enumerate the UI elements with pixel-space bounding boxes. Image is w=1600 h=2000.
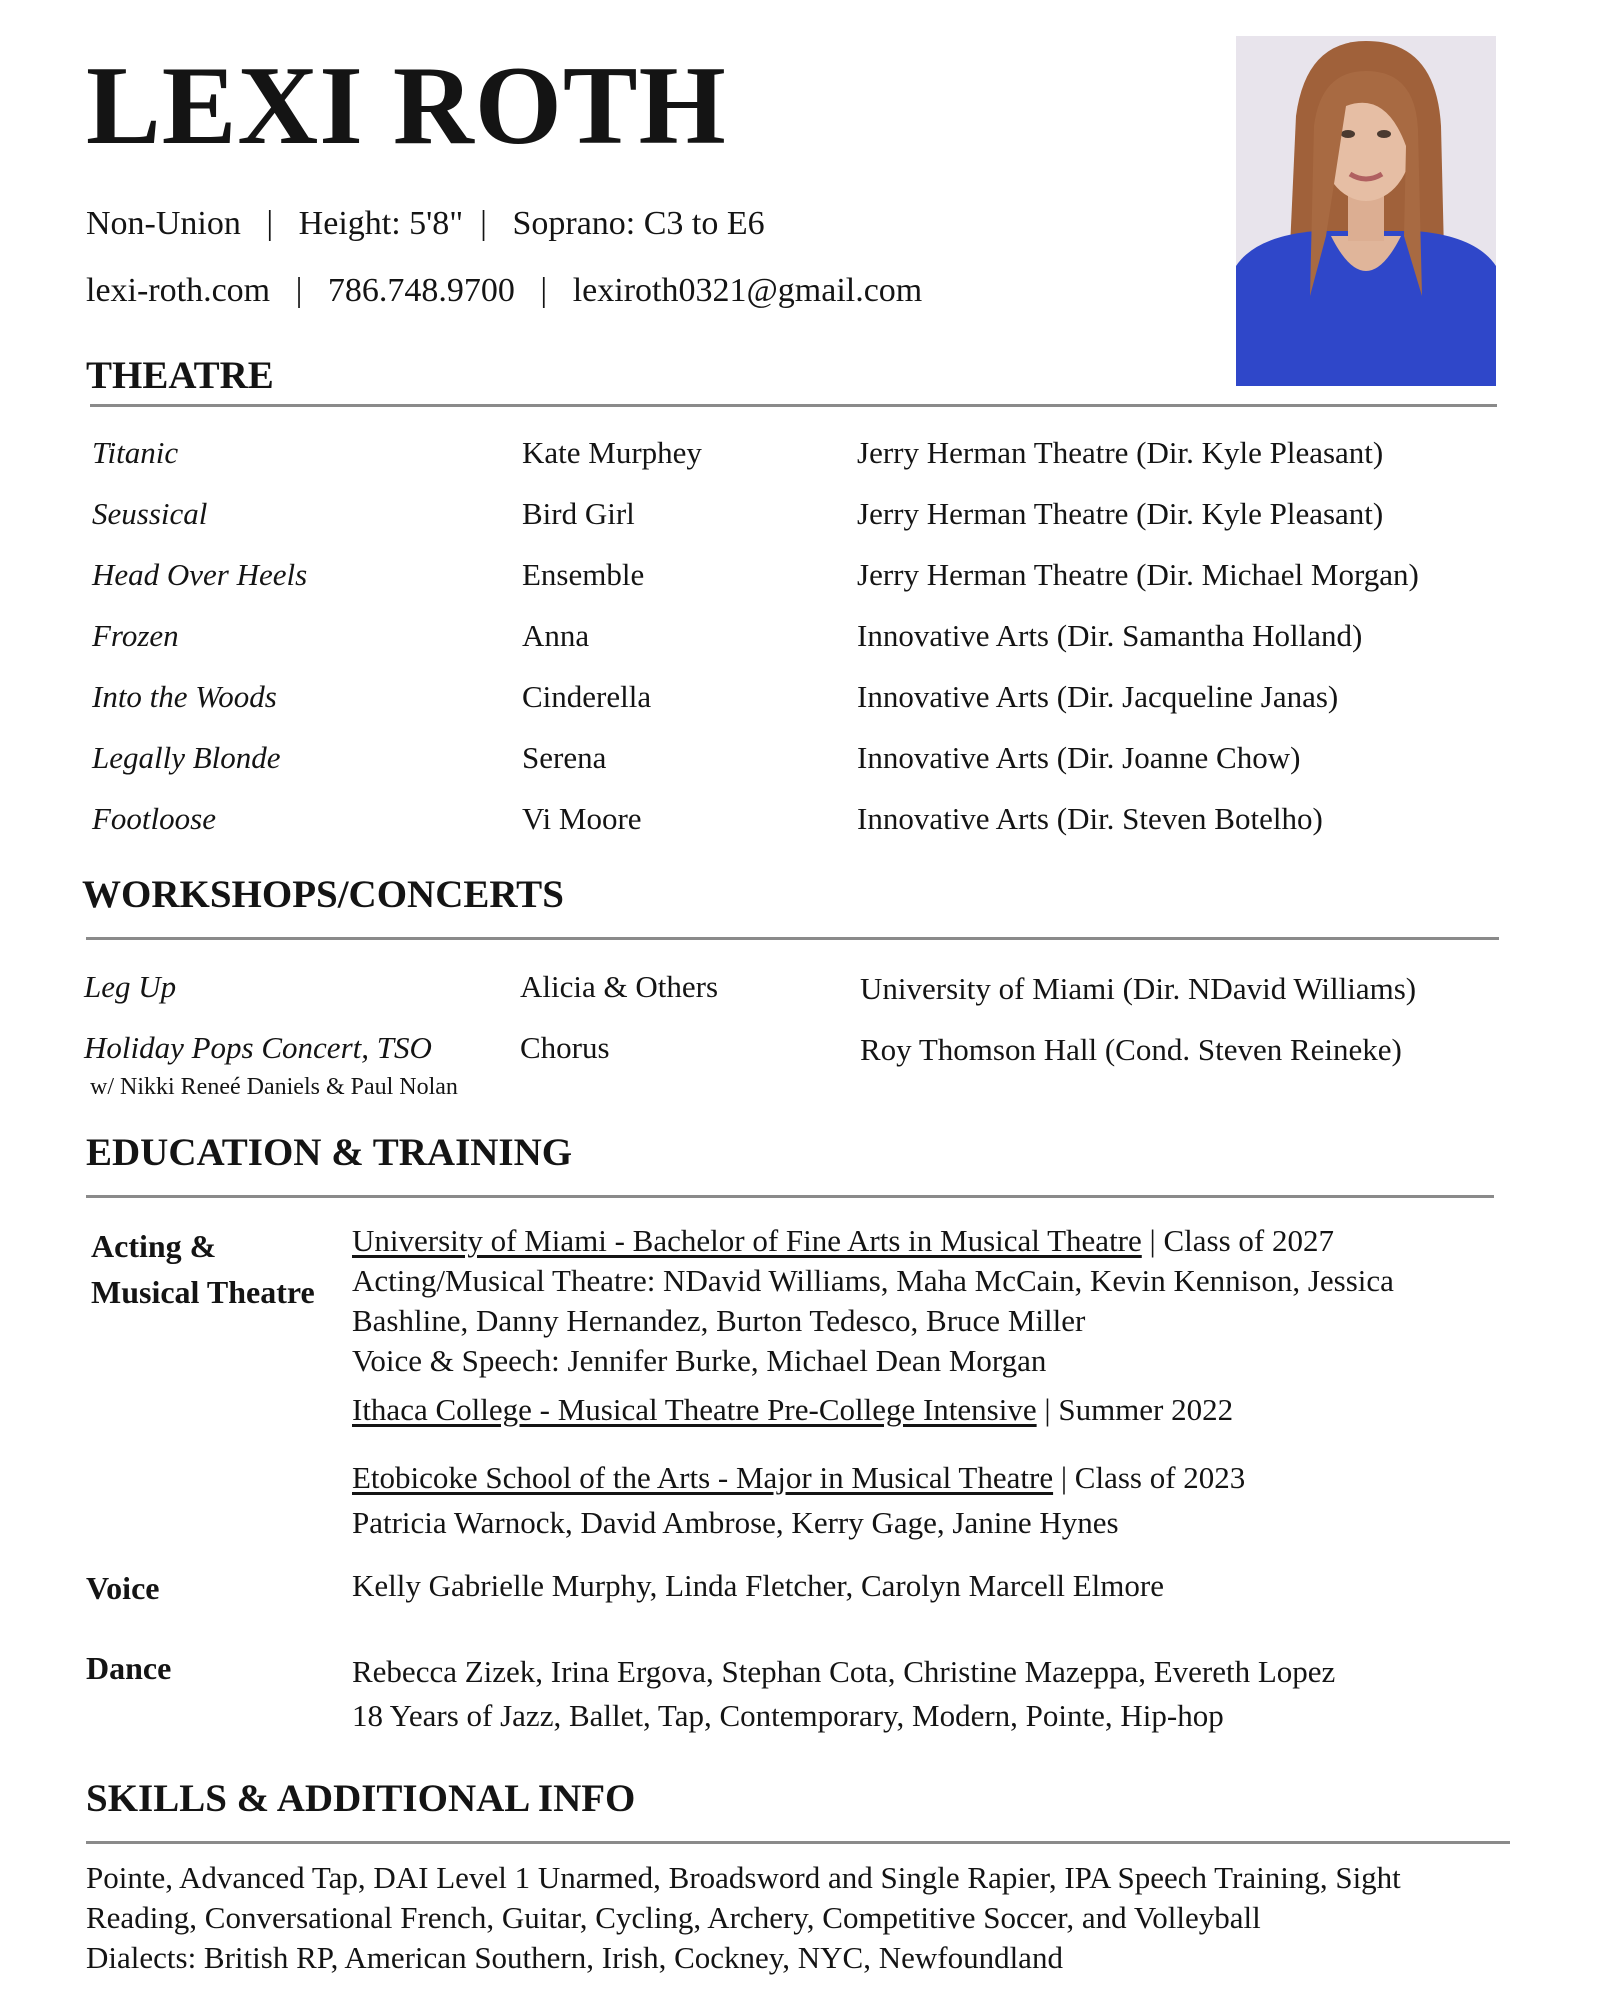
dance-entry: [352, 1652, 1512, 1736]
show-title: Legally Blonde: [92, 740, 281, 775]
show-title: Into the Woods: [92, 679, 277, 714]
show-title: Seussical: [92, 496, 208, 531]
skills-line: Reading, Conversational French, Guitar, Cycling, Archery, Competitive Soccer, and Volleyball: [86, 1900, 1261, 1935]
um-acting-teachers-cont: Bashline, Danny Hernandez, Burton Tedesco, Bruce Miller: [352, 1303, 1086, 1338]
role: Kate Murphey: [522, 435, 702, 470]
dance-styles: 18 Years of Jazz, Ballet, Tap, Contemporary, Modern, Pointe, Hip-hop: [352, 1698, 1224, 1733]
acting-label: [91, 1223, 315, 1316]
show-title: Frozen: [92, 618, 179, 653]
acting-label-line: Acting &: [91, 1228, 217, 1264]
venue: Jerry Herman Theatre (Dir. Kyle Pleasant): [857, 435, 1384, 470]
venue: Roy Thomson Hall (Cond. Steven Reineke): [860, 1032, 1402, 1067]
skills-line: Pointe, Advanced Tap, DAI Level 1 Unarmed, Broadsword and Single Rapier, IPA Speech Training, Sight: [86, 1860, 1401, 1895]
theatre-heading: THEATRE: [86, 354, 274, 397]
university-of-miami-entry: [352, 1221, 1512, 1381]
role: Bird Girl: [522, 496, 635, 531]
esa-program: Etobicoke School of the Arts - Major in Musical Theatre: [352, 1460, 1054, 1495]
venue: Innovative Arts (Dir. Steven Botelho): [857, 801, 1323, 836]
voice-label: Voice: [86, 1570, 160, 1606]
role: Serena: [522, 740, 607, 775]
venue: Innovative Arts (Dir. Jacqueline Janas): [857, 679, 1339, 714]
esa-class: | Class of 2023: [1053, 1460, 1246, 1495]
show-title: Leg Up: [84, 969, 177, 1004]
role: Chorus: [520, 1030, 610, 1065]
education-divider: [86, 1195, 1494, 1198]
show-title: Footloose: [92, 801, 216, 836]
acting-label-line: Musical Theatre: [91, 1274, 315, 1311]
show-title: Titanic: [92, 435, 179, 470]
ithaca-term: | Summer 2022: [1036, 1392, 1234, 1427]
role: Cinderella: [522, 679, 652, 714]
contact-info: lexi-roth.com | 786.748.9700 | lexiroth0321@gmail.com: [86, 272, 923, 309]
skills-heading: SKILLS & ADDITIONAL INFO: [86, 1777, 636, 1820]
show-title: Head Over Heels: [92, 557, 308, 592]
um-voice-teachers: Voice & Speech: Jennifer Burke, Michael Dean Morgan: [352, 1343, 1047, 1378]
actor-stats: Non-Union | Height: 5'8" | Soprano: C3 to E6: [86, 205, 765, 242]
role: Alicia & Others: [520, 969, 719, 1004]
ithaca-program: Ithaca College - Musical Theatre Pre-College Intensive: [352, 1392, 1037, 1427]
skills-divider: [86, 1841, 1510, 1844]
venue: Innovative Arts (Dir. Samantha Holland): [857, 618, 1363, 653]
theatre-divider: [90, 404, 1497, 407]
workshops-heading: WORKSHOPS/CONCERTS: [82, 873, 564, 916]
um-class: | Class of 2027: [1141, 1223, 1334, 1258]
skills-list: [86, 1858, 1526, 1978]
venue: Jerry Herman Theatre (Dir. Michael Morgan): [857, 557, 1419, 592]
role: Anna: [522, 618, 590, 653]
resume-name: LEXI ROTH: [86, 44, 727, 168]
esa-teachers: Patricia Warnock, David Ambrose, Kerry Gage, Janine Hynes: [352, 1505, 1119, 1540]
venue: Innovative Arts (Dir. Joanne Chow): [857, 740, 1301, 775]
etobicoke-entry: [352, 1458, 1512, 1543]
venue: University of Miami (Dir. NDavid Williams): [860, 971, 1417, 1006]
voice-teachers: Kelly Gabrielle Murphy, Linda Fletcher, Carolyn Marcell Elmore: [352, 1568, 1164, 1603]
education-heading: EDUCATION & TRAINING: [86, 1131, 573, 1174]
role: Vi Moore: [522, 801, 642, 836]
ithaca-entry: [352, 1390, 1512, 1430]
dance-teachers: Rebecca Zizek, Irina Ergova, Stephan Cota, Christine Mazeppa, Evereth Lopez: [352, 1654, 1336, 1689]
credit-note: w/ Nikki Reneé Daniels & Paul Nolan: [90, 1074, 458, 1100]
headshot-photo: [1236, 36, 1496, 386]
venue: Jerry Herman Theatre (Dir. Kyle Pleasant): [857, 496, 1384, 531]
um-program: University of Miami - Bachelor of Fine Arts in Musical Theatre: [352, 1223, 1142, 1258]
um-acting-teachers: Acting/Musical Theatre: NDavid Williams, Maha McCain, Kevin Kennison, Jessica: [352, 1263, 1394, 1298]
dance-label: Dance: [86, 1650, 172, 1686]
dialects-line: Dialects: British RP, American Southern, Irish, Cockney, NYC, Newfoundland: [86, 1940, 1063, 1975]
show-title: Holiday Pops Concert, TSO: [84, 1030, 432, 1065]
role: Ensemble: [522, 557, 645, 592]
workshops-divider: [86, 937, 1499, 940]
